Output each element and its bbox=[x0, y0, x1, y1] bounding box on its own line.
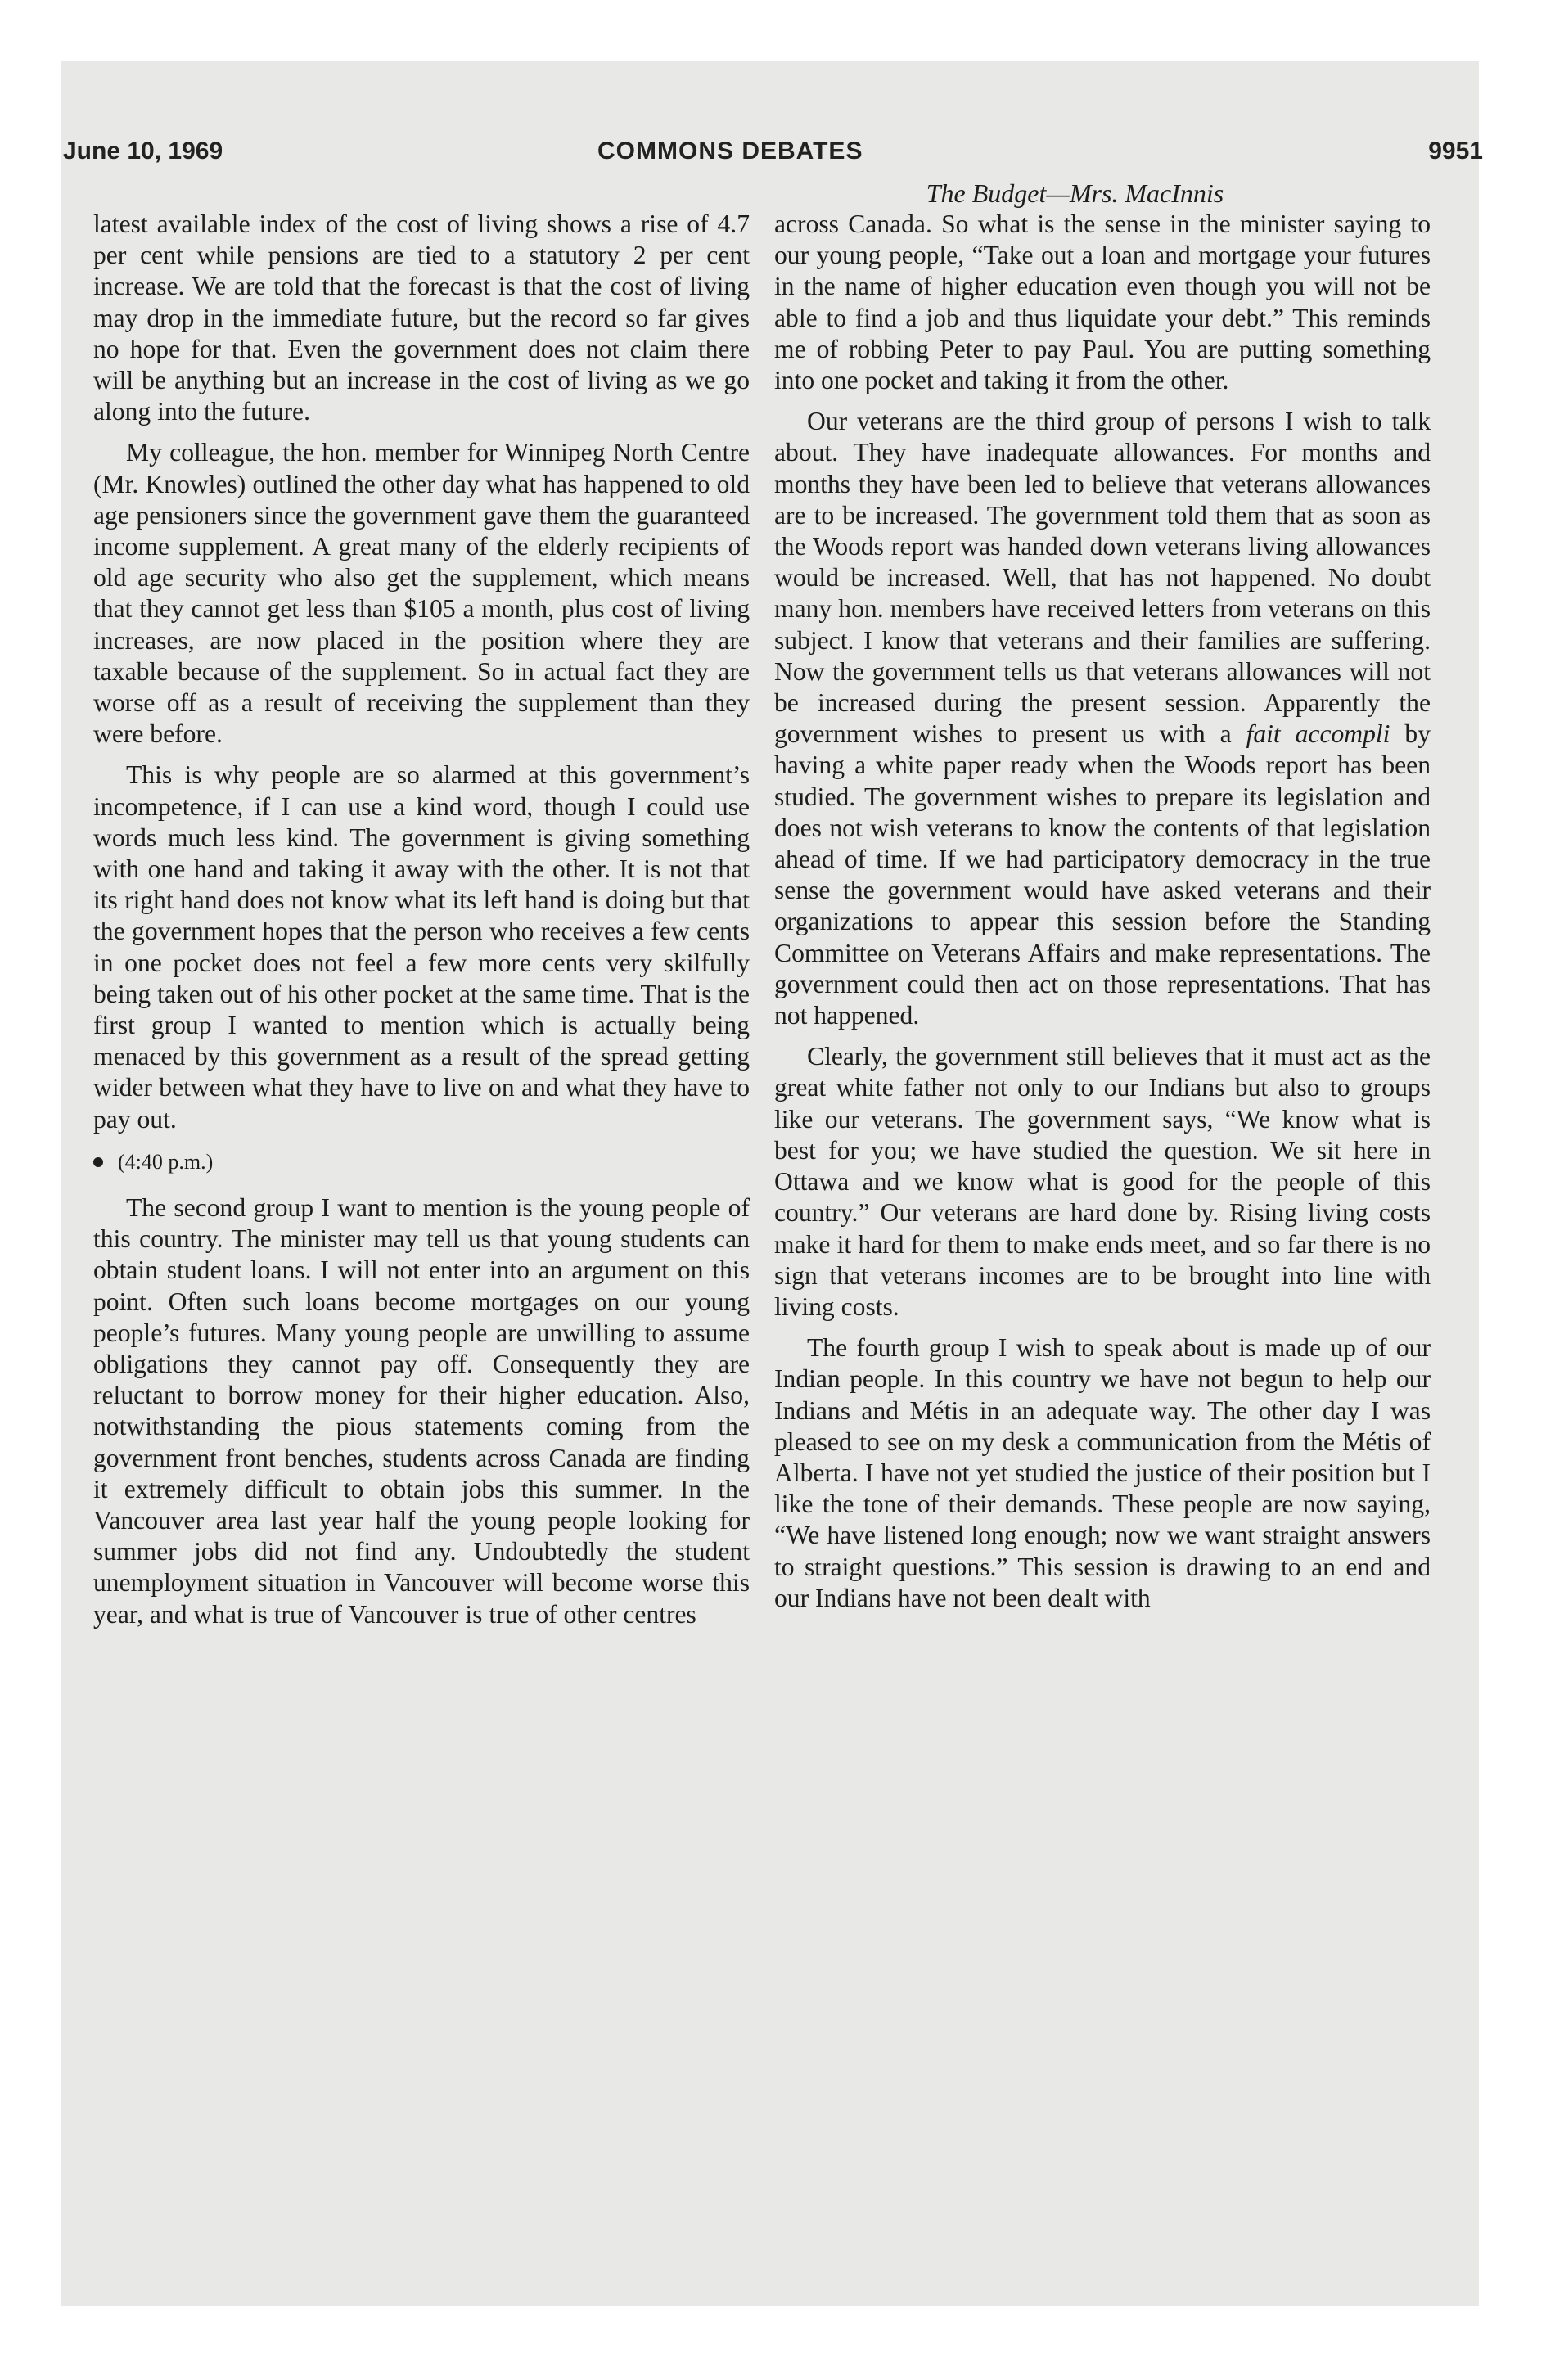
paragraph: My colleague, the hon. member for Winnipeg North Centre (Mr. Knowles) outlined the other day what has happened to old age pensioners since the government gave them the guaranteed income supplement. A great many of the elderly recipients of old age security who also get the supplement, which means that they cannot get less than $105 a month, plus cost of living increases, are now placed in the position where they are taxable because of the supplement. So in actual fact they are worse off as a result of receiving the supplement than they were before. bbox=[93, 438, 750, 749]
italic-phrase: fait accompli bbox=[1246, 719, 1390, 749]
paragraph: across Canada. So what is the sense in the minister saying to our young people, “Take out a loan and mortgage your futures in the name of higher education even though you will not be able to find a job and thus liquidate your debt.” This reminds me of robbing Peter to pay Paul. You are putting something into one pocket and taking it from the other. bbox=[774, 210, 1431, 395]
header-title: COMMONS DEBATES bbox=[597, 137, 863, 165]
header-date: June 10, 1969 bbox=[63, 137, 223, 165]
time-marker-text: (4:40 p.m.) bbox=[118, 1149, 214, 1174]
running-head: The Budget—Mrs. MacInnis bbox=[926, 178, 1224, 208]
paragraph: The second group I want to mention is the young people of this country. The minister may tell us that young students can obtain student loans. I will not enter into an argument on this point. Often such loans become mortgages on our young people’s futures. Many young people are unwilling to assume obligations they cannot pay off. Consequently they are reluctant to borrow money for their higher education. Also, notwithstanding the pious statements coming from the government front benches, students across Canada are finding it extremely difficult to obtain jobs this summer. In the Vancouver area last year half the young people looking for summer jobs did not find any. Undoubtedly the student unemployment situation in Vancouver will become worse this year, and what is true of Vancouver is true of other centres bbox=[93, 1192, 750, 1629]
time-marker bbox=[93, 1150, 750, 1174]
paragraph: latest available index of the cost of living shows a rise of 4.7 per cent while pensions are tied to a statutory 2 per cent increase. We are told that the forecast is that the cost of living may drop in the immediate future, but the record so far gives no hope for that. Even the government does not claim there will be anything but an increase in the cost of living as we go along into the future. bbox=[93, 210, 750, 426]
paragraph-text: Our veterans are the third group of persons I wish to talk about. They have inadequate allowances. For months and months they have been led to believe that veterans allowances are to be increased. The government told them that as soon as the Woods report was handed down veterans living allowances would be increased. Well, that has not happened. No doubt many hon. members have received letters from veterans on this subject. I know that veterans and their families are suffering. Now the government tells us that veterans allowances will not be increased during the present session. Apparently the government wishes to present us with a bbox=[774, 407, 1431, 749]
header-page-number: 9951 bbox=[1428, 137, 1483, 165]
paragraph: This is why people are so alarmed at this government’s incompetence, if I can use a kind word, though I could use words much less kind. The government is giving something with one hand and taking it away with the other. It is not that its right hand does not know what its left hand is doing but that the government hopes that the person who receives a few cents in one pocket does not feel a few more cents very skilfully being taken out of his other pocket at the same time. That is the first group I wanted to mention which is actually being menaced by this government as a result of the spread getting wider between what they have to live on and what they have to pay out. bbox=[93, 760, 750, 1134]
right-column bbox=[774, 209, 1431, 1624]
paragraph-text: by having a white paper ready when the Woods report has been studied. The government wishes to prepare its legislation and does not wish veterans to know the contents of that legislation ahead of time. If we had participatory democracy in the true sense the government would have asked veterans and their organizations to appear this session before the Standing Committee on Veterans Affairs and make representations. The government could then act on those representations. That has not happened. bbox=[774, 719, 1431, 1030]
paragraph: The fourth group I wish to speak about is made up of our Indian people. In this country we have not begun to help our Indians and Métis in an adequate way. The other day I was pleased to see on my desk a communication from the Métis of Alberta. I have not yet studied the justice of their position but I like the tone of their demands. These people are now saying, “We have listened long enough; now we want straight answers to straight questions.” This session is drawing to an end and our Indians have not been dealt with bbox=[774, 1333, 1431, 1612]
paragraph bbox=[774, 406, 1431, 1031]
left-column bbox=[93, 209, 750, 1640]
bullet-icon bbox=[93, 1157, 103, 1167]
paragraph: Clearly, the government still believes that it must act as the great white father not only to our Indians but also to groups like our veterans. The government says, “We know what is best for you; we have studied the question. We sit here in Ottawa and we know what is good for the people of this country.” Our veterans are hard done by. Rising living costs make it hard for them to make ends meet, and so far there is no sign that veterans incomes are to be brought into line with living costs. bbox=[774, 1042, 1431, 1321]
